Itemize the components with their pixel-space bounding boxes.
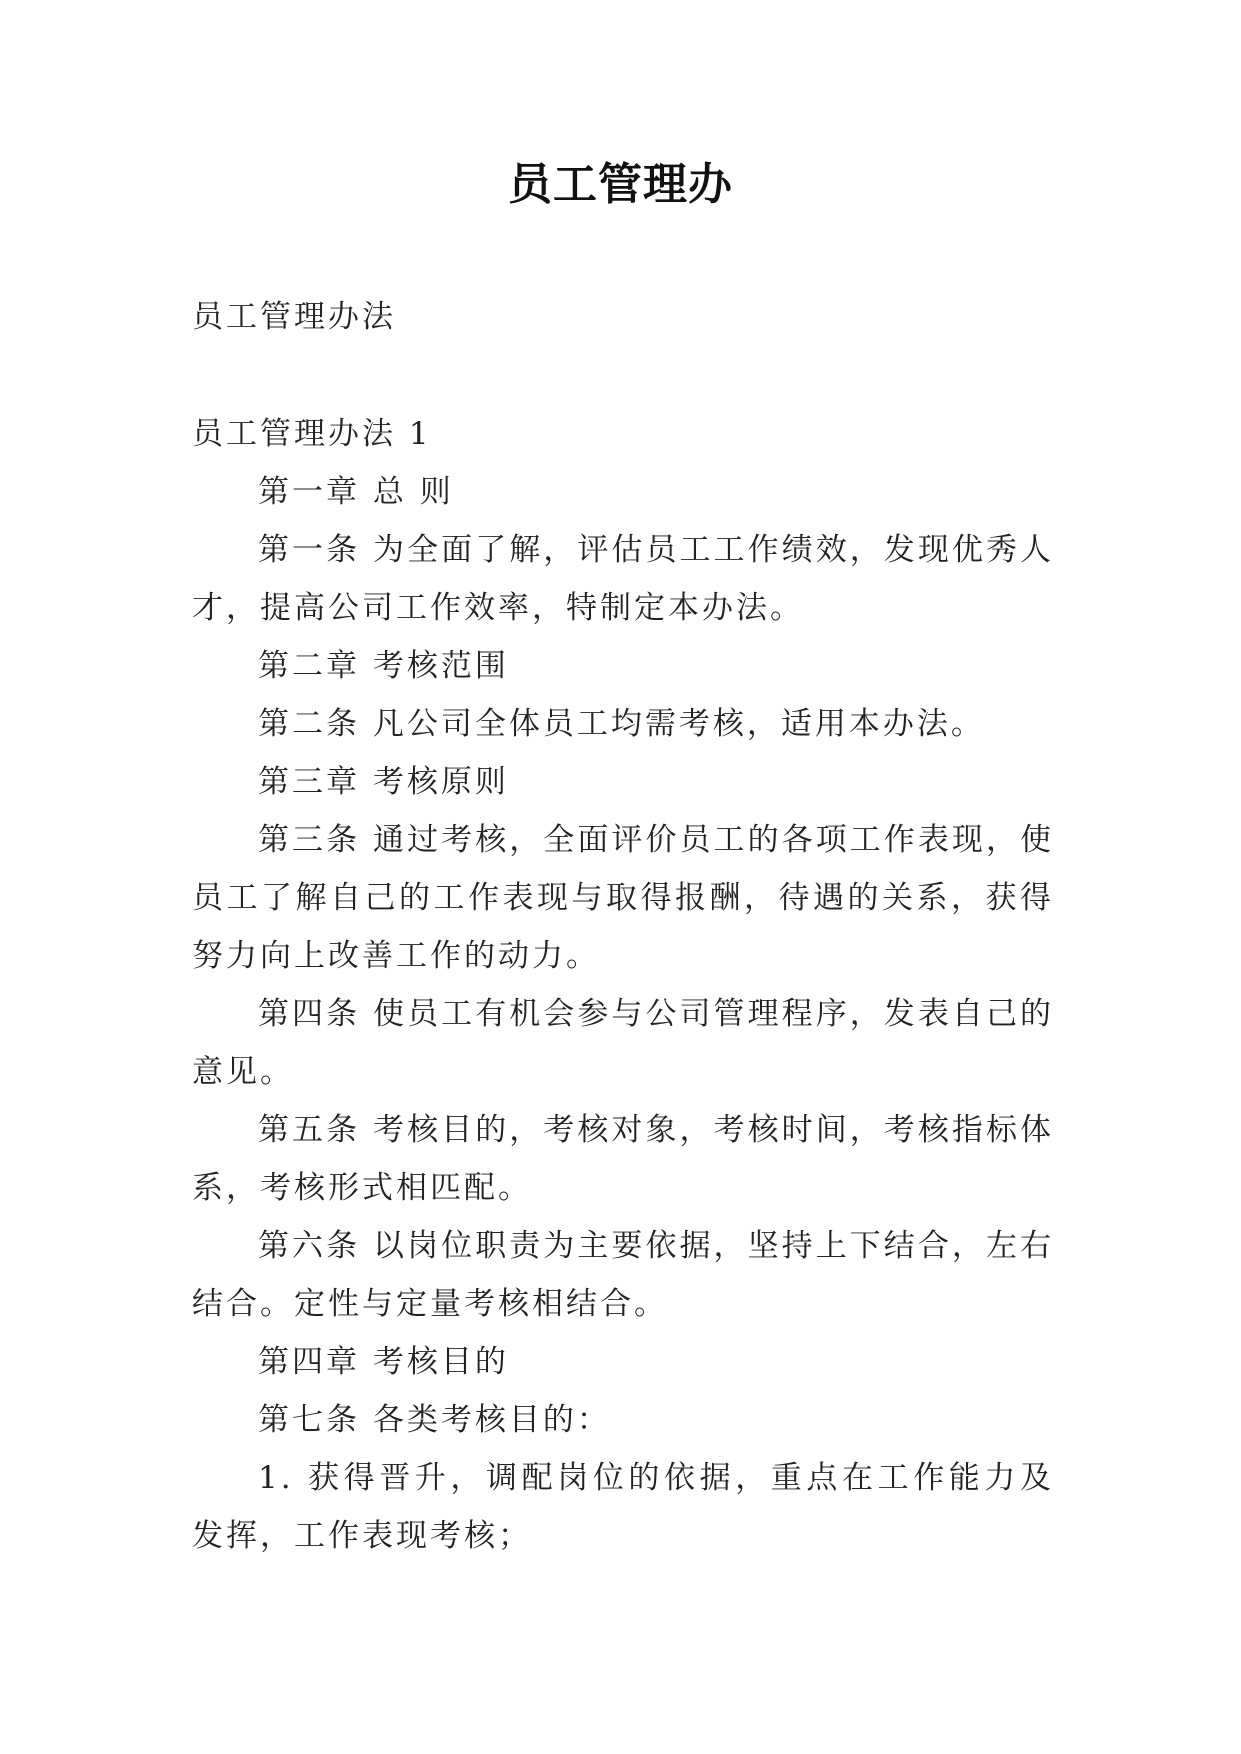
article-paragraph: 第四条 使员工有机会参与公司管理程序，发表自己的意见。: [192, 996, 1054, 1090]
list-item: 1. 获得晋升，调配岗位的依据，重点在工作能力及发挥，工作表现考核；: [192, 1460, 1054, 1554]
article-paragraph: 第一条 为全面了解，评估员工工作绩效，发现优秀人才，提高公司工作效率，特制定本办法。: [192, 532, 1054, 626]
article-paragraph: 第三条 通过考核，全面评价员工的各项工作表现，使员工了解自己的工作表现与取得报酬，待遇的关系，获得努力向上改善工作的动力。: [192, 822, 1054, 974]
document-body: [192, 405, 1054, 1565]
document-subtitle: 员工管理办法: [192, 299, 396, 335]
chapter-heading: 第一章 总 则: [258, 474, 454, 510]
chapter-heading: 第四章 考核目的: [258, 1344, 509, 1380]
section-heading: 员工管理办法 1: [192, 416, 432, 452]
article-paragraph: 第二条 凡公司全体员工均需考核，适用本办法。: [258, 706, 985, 742]
chapter-heading: 第三章 考核原则: [258, 764, 509, 800]
article-paragraph: 第五条 考核目的，考核对象，考核时间，考核指标体系，考核形式相匹配。: [192, 1112, 1054, 1206]
chapter-heading: 第二章 考核范围: [258, 648, 509, 684]
document-title: 员工管理办: [508, 159, 733, 210]
article-paragraph: 第六条 以岗位职责为主要依据，坚持上下结合，左右结合。定性与定量考核相结合。: [192, 1228, 1054, 1322]
article-paragraph: 第七条 各类考核目的：: [258, 1402, 611, 1438]
